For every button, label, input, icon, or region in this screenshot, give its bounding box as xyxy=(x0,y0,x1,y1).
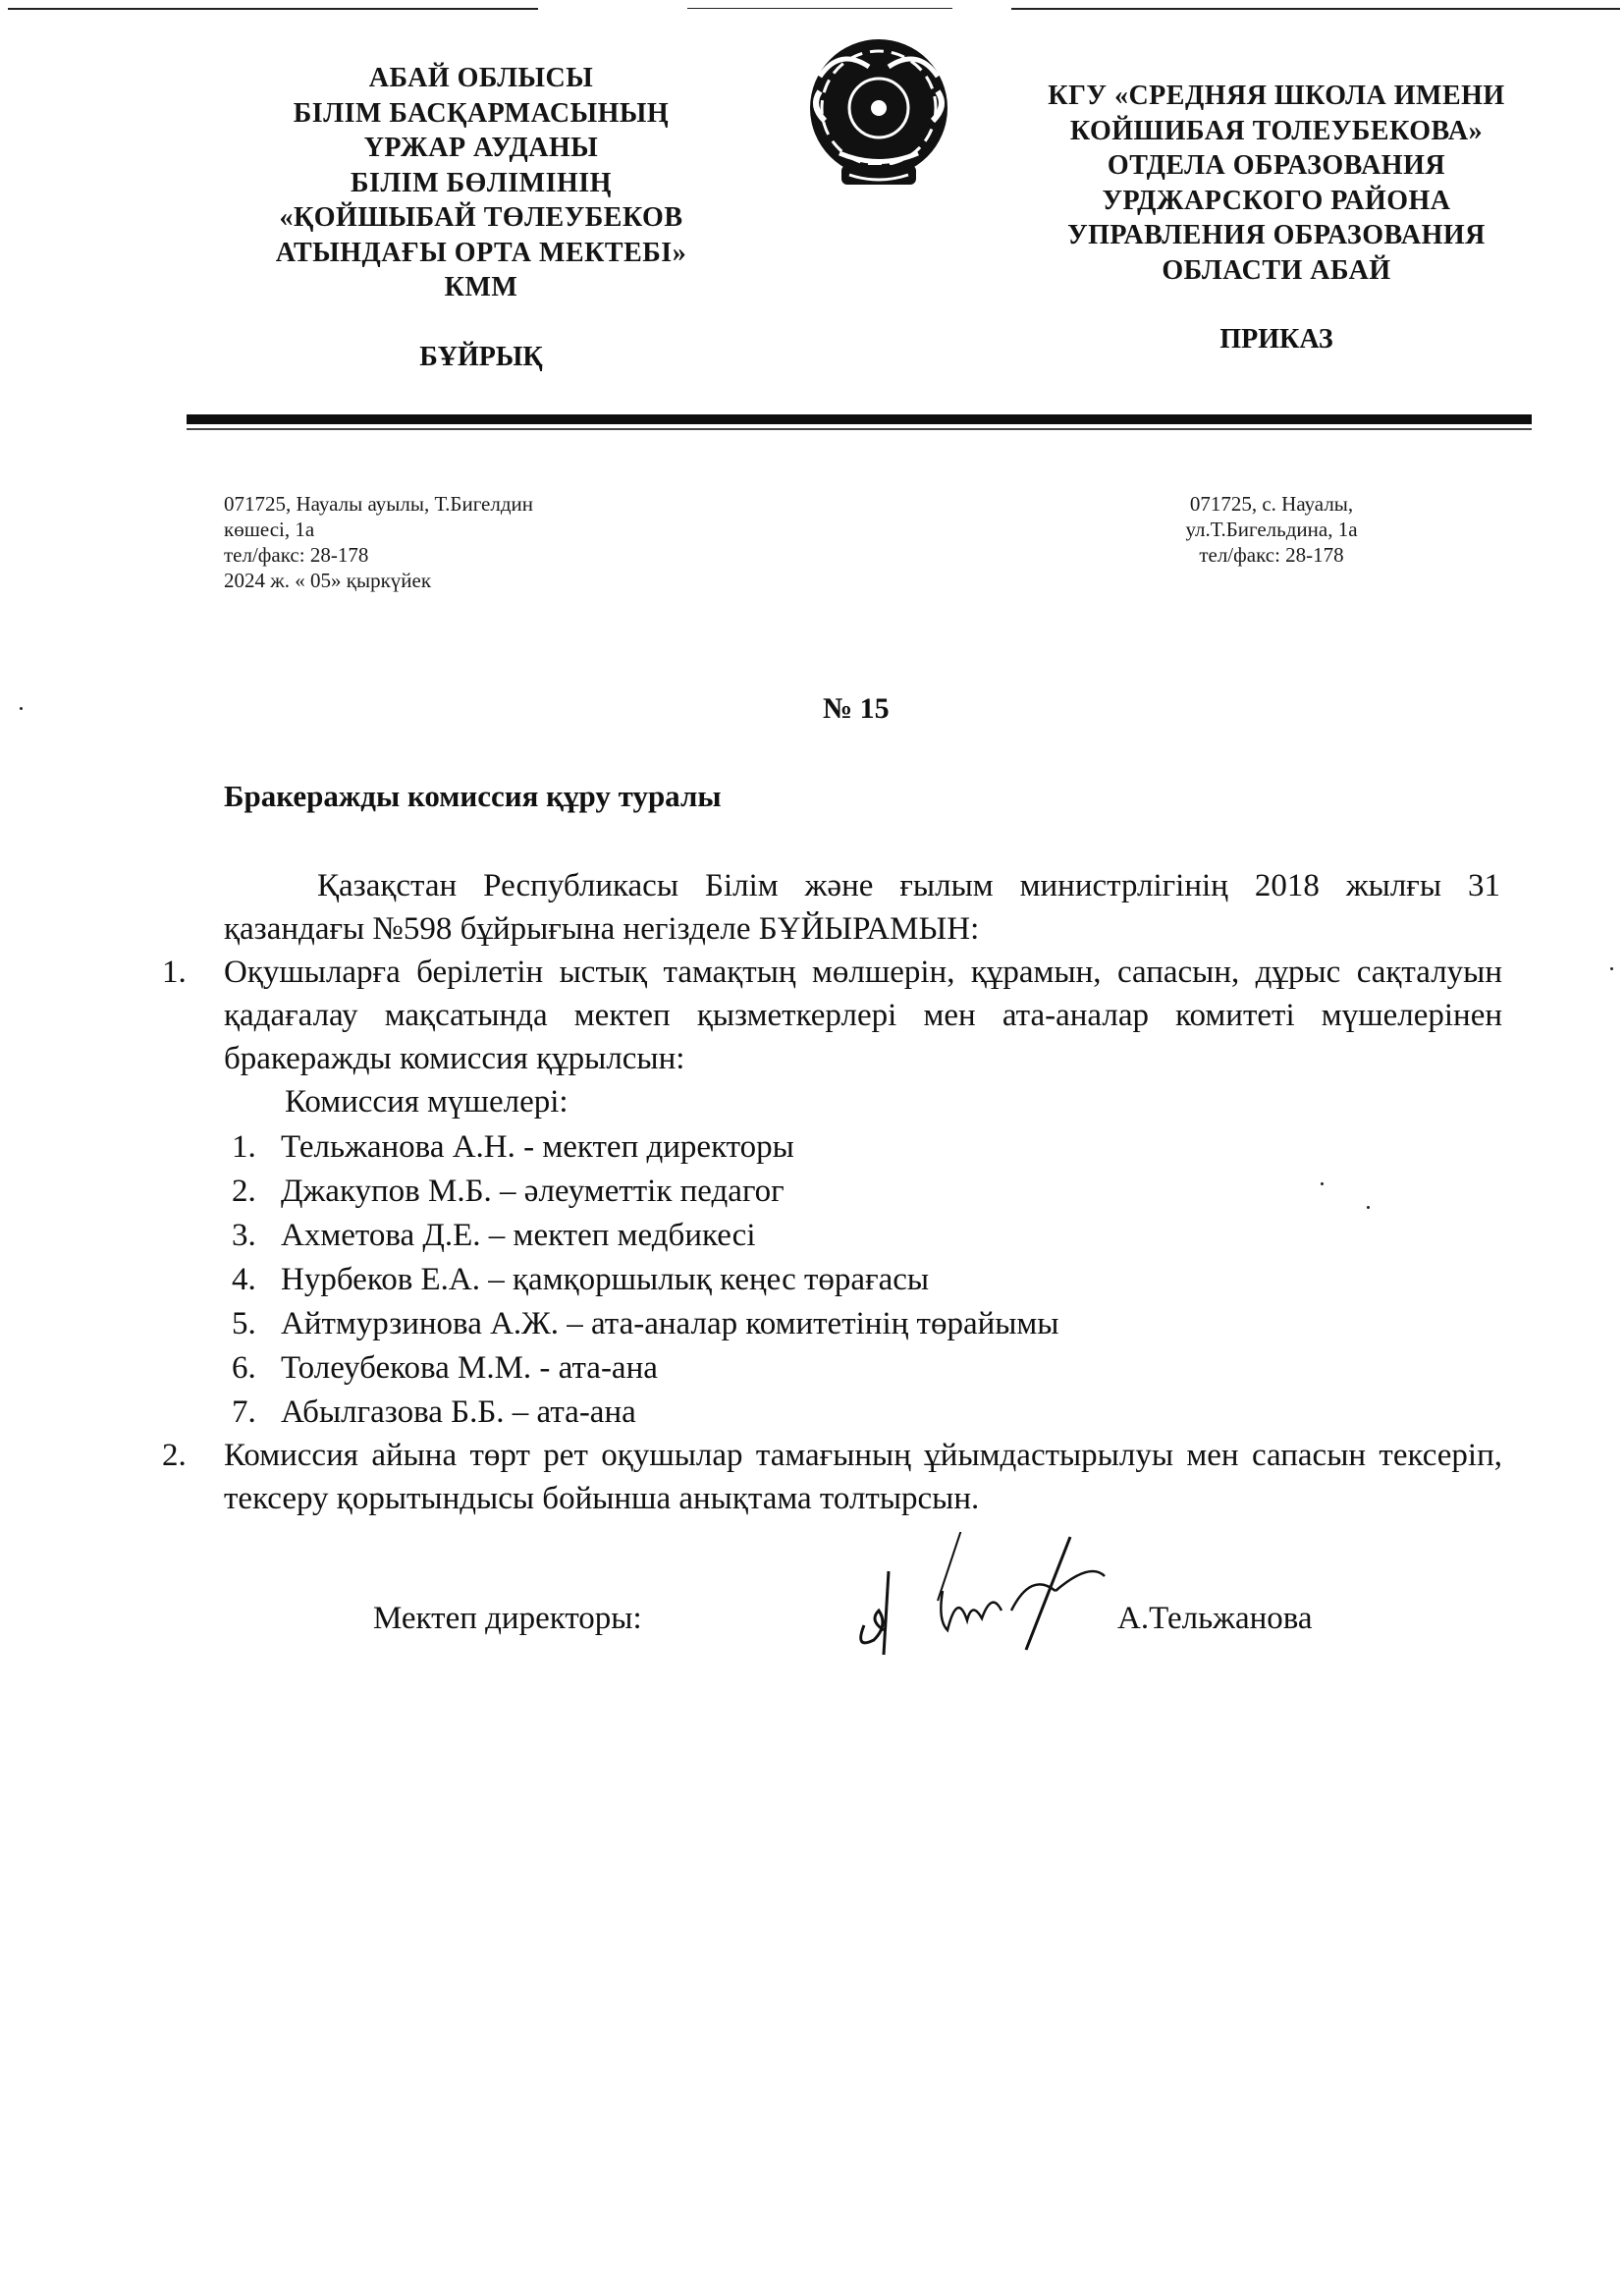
member-row xyxy=(232,1391,1058,1435)
scan-edge-line xyxy=(8,8,538,10)
member-number: 1. xyxy=(232,1129,256,1165)
scan-speck xyxy=(1321,1182,1324,1185)
member-text: Джакупов М.Б. – әлеуметтік педагог xyxy=(281,1174,785,1209)
header-line: КММ xyxy=(444,272,518,302)
preamble xyxy=(224,864,1500,951)
member-text: Айтмурзинова А.Ж. – ата-аналар комитетінің төрайымы xyxy=(281,1306,1059,1341)
signatory-role: Мектеп директоры: xyxy=(373,1601,642,1636)
scan-edge-line xyxy=(687,8,952,9)
doc-type-kazakh: БҰЙРЫҚ xyxy=(419,342,543,372)
member-text: Абылгазова Б.Б. – ата-ана xyxy=(281,1394,636,1430)
header-line: АТЫНДАҒЫ ОРТА МЕКТЕБІ» xyxy=(275,237,687,268)
header-kazakh xyxy=(250,61,712,305)
header-line: УРДЖАРСКОГО РАЙОНА xyxy=(1102,185,1451,216)
member-number: 6. xyxy=(232,1350,256,1386)
order-number: № 15 xyxy=(823,692,890,725)
member-number: 5. xyxy=(232,1306,256,1341)
header-russian xyxy=(1021,79,1532,288)
member-number: 4. xyxy=(232,1262,256,1297)
item-text: Комиссия айына төрт рет оқушылар тамағының ұйымдастырылуы мен сапасын тексеріп, тексеру қорытындысы бойынша анықтама толтырсын. xyxy=(224,1438,1502,1516)
document-title: Бракеражды комиссия құру туралы xyxy=(224,779,722,813)
address-line: 071725, Науалы ауылы, Т.Бигелдин xyxy=(224,492,534,516)
header-line: ОБЛАСТИ АБАЙ xyxy=(1162,254,1391,286)
header-divider xyxy=(187,414,1532,424)
member-row xyxy=(232,1170,1058,1214)
member-number: 2. xyxy=(232,1174,256,1209)
order-item-2 xyxy=(162,1434,1502,1520)
address-line: тел/факс: 28-178 xyxy=(224,543,369,567)
member-row xyxy=(232,1258,1058,1302)
header-line: БІЛІМ БӨЛІМІНІҢ xyxy=(351,167,612,198)
address-russian xyxy=(1139,491,1404,568)
address-line: тел/факс: 28-178 xyxy=(1199,543,1344,567)
header-line: КГУ «СРЕДНЯЯ ШКОЛА ИМЕНИ xyxy=(1048,81,1505,111)
header-line: «ҚОЙШЫБАЙ ТӨЛЕУБЕКОВ xyxy=(279,202,683,233)
member-number: 3. xyxy=(232,1218,256,1253)
member-text: Ахметова Д.Е. – мектеп медбикесі xyxy=(281,1218,756,1253)
member-row xyxy=(232,1346,1058,1391)
header-line: АБАЙ ОБЛЫСЫ xyxy=(368,63,594,93)
order-item-1 xyxy=(162,951,1502,1080)
item-number: 1. xyxy=(162,955,187,990)
member-row xyxy=(232,1302,1058,1346)
address-kazakh xyxy=(224,491,533,593)
header-line: УПРАВЛЕНИЯ ОБРАЗОВАНИЯ xyxy=(1067,220,1486,250)
member-row xyxy=(232,1214,1058,1258)
scan-speck xyxy=(1367,1206,1370,1209)
member-text: Тельжанова А.Н. - мектеп директоры xyxy=(281,1129,794,1165)
member-text: Толеубекова М.М. - ата-ана xyxy=(281,1350,658,1386)
member-number: 7. xyxy=(232,1394,256,1430)
header-line: ҮРЖАР АУДАНЫ xyxy=(363,133,599,163)
address-line: 071725, с. Науалы, xyxy=(1189,492,1354,516)
scan-edge-line xyxy=(1011,8,1620,10)
member-row xyxy=(232,1125,1058,1170)
header-line: БІЛІМ БАСҚАРМАСЫНЫҢ xyxy=(293,97,670,129)
header-divider-thin xyxy=(187,428,1532,430)
signatory-name: А.Тельжанова xyxy=(1117,1601,1313,1636)
scan-speck xyxy=(1610,967,1613,970)
item-number: 2. xyxy=(162,1438,187,1473)
address-line: көшесі, 1а xyxy=(224,518,315,541)
item-text: Оқушыларға берілетін ыстық тамақтың мөлшерін, құрамын, сапасын, дұрыс сақталуын қадағалау мақсатында мектеп қызметкерлері мен ата-аналар комитеті мүшелерінен бракеражды комиссия құрылсын: xyxy=(224,955,1502,1076)
member-text: Нурбеков Е.А. – қамқоршылық кеңес төрағасы xyxy=(281,1262,930,1297)
handwritten-signature-icon xyxy=(844,1532,1139,1660)
header-line: ОТДЕЛА ОБРАЗОВАНИЯ xyxy=(1107,150,1446,181)
header-line: КОЙШИБАЯ ТОЛЕУБЕКОВА» xyxy=(1069,115,1484,146)
members-list xyxy=(232,1125,1058,1435)
address-line: ул.Т.Бигельдина, 1а xyxy=(1185,518,1358,541)
preamble-text: Қазақстан Республикасы Білім және ғылым министрлігінің 2018 жылғы 31 қазандағы №598 бұйрығына негізделе БҰЙЫРАМЫН: xyxy=(224,868,1500,947)
members-label: Комиссия мүшелері: xyxy=(285,1084,568,1120)
scan-speck xyxy=(20,707,23,710)
state-emblem-icon xyxy=(781,37,977,190)
date-line: 2024 ж. « 05» қыркүйек xyxy=(224,569,432,592)
doc-type-russian: ПРИКАЗ xyxy=(1219,324,1333,355)
